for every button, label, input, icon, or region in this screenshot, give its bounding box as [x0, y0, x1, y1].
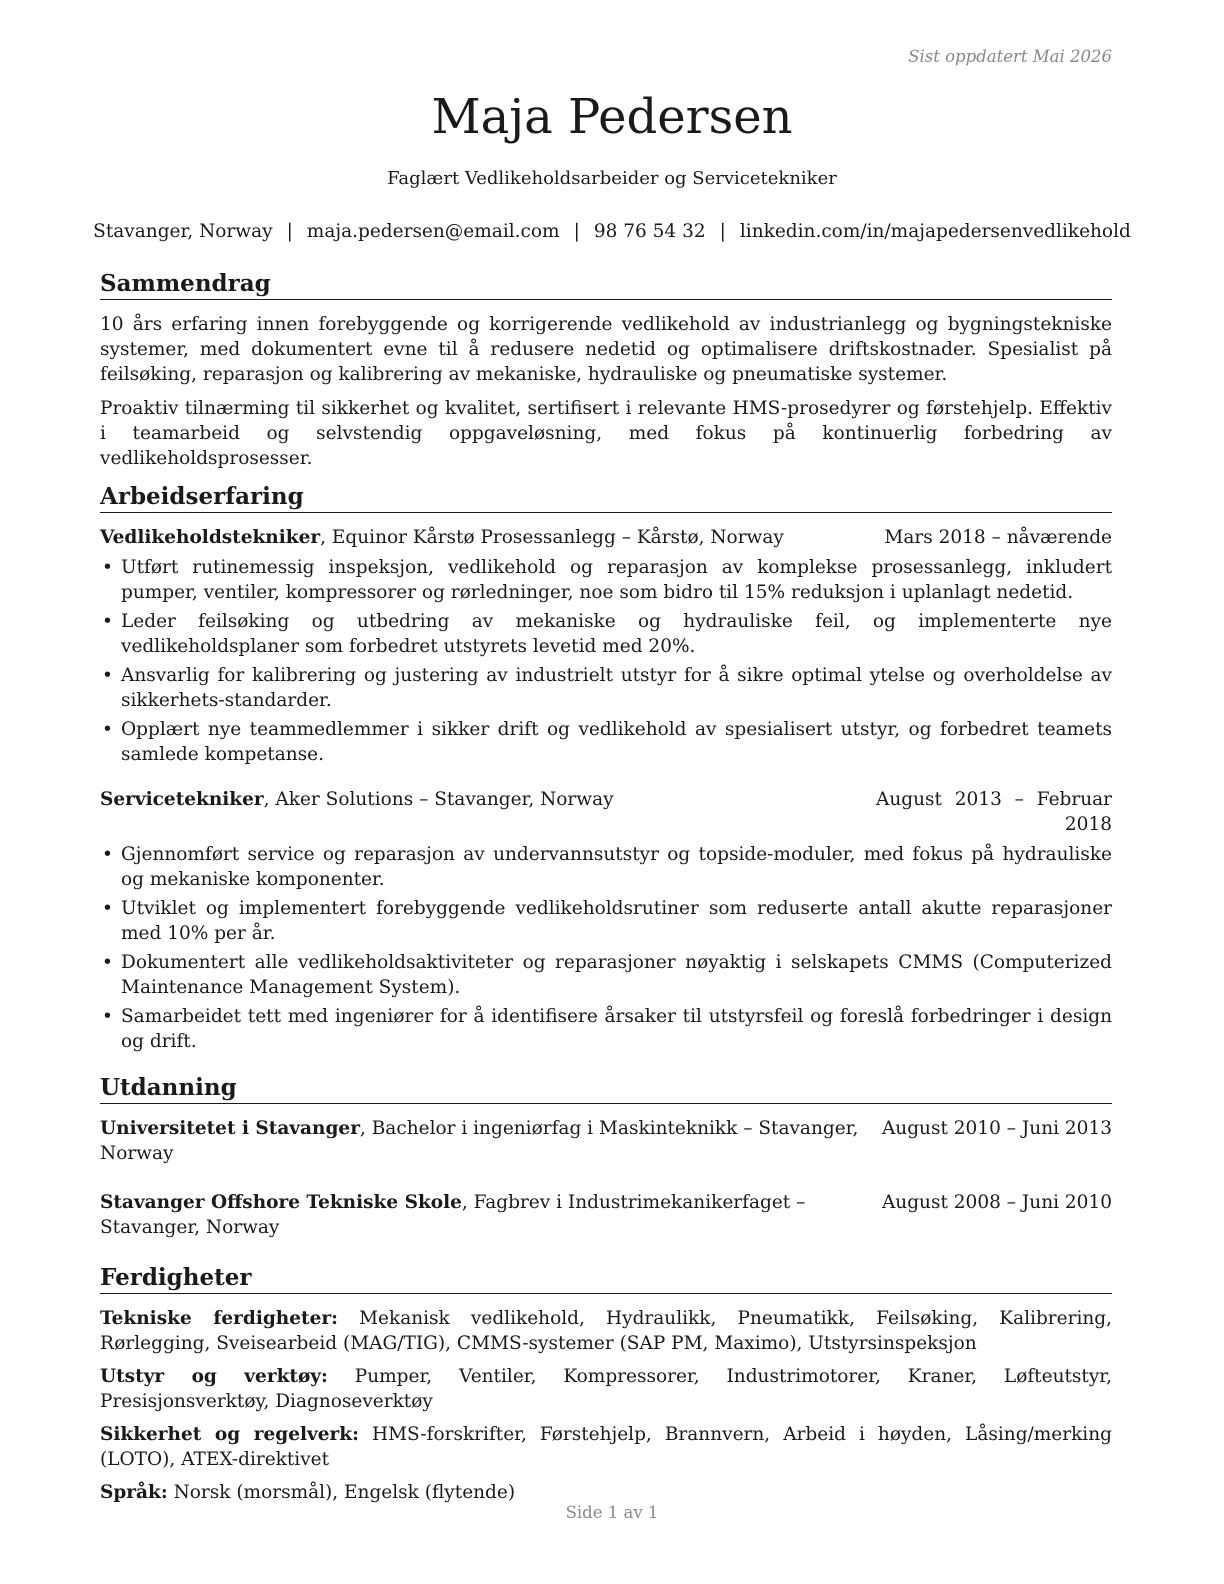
skill-values: Mekanisk vedlikehold, Hydraulikk, Pneumatikk, Feilsøking, Kalibrering, Rørlegging, Sveisearbeid (MAG/TIG), CMMS-systemer (SAP PM, Maximo), Utstyrsinspeksjon: [100, 1308, 1112, 1354]
section-heading-education: Utdanning: [100, 1074, 1112, 1104]
job-bullet: • Opplært nye teammedlemmer i sikker drift og vedlikehold av spesialisert utstyr, og forbedret teamets samlede kompetanse.: [100, 717, 1112, 767]
summary-section: [100, 270, 1112, 471]
job-bullet: • Samarbeidet tett med ingeniører for å identifisere årsaker til utstyrsfeil og foreslå forbedringer i design og drift.: [100, 1004, 1112, 1054]
job-bullet: • Utviklet og implementert forebyggende vedlikeholdsrutiner som reduserte antall akutte reparasjoner med 10% per år.: [100, 896, 1112, 946]
job-employer: , Aker Solutions – Stavanger, Norway: [263, 789, 614, 810]
job-bullet: • Ansvarlig for kalibrering og justering av industrielt utstyr for å sikre optimal ytelse og overholdelse av sikkerhets-standarder.: [100, 663, 1112, 713]
skill-values: HMS-forskrifter, Førstehjelp, Brannvern, Arbeid i høyden, Låsing/merking (LOTO), ATEX-direktivet: [100, 1424, 1112, 1470]
skill-values: Norsk (morsmål), Engelsk (flytende): [173, 1482, 516, 1503]
job-bullet: • Leder feilsøking og utbedring av mekaniske og hydrauliske feil, og implementerte nye vedlikeholdsplaner som forbedret utstyrets levetid med 20%.: [100, 609, 1112, 659]
skill-values: Pumper, Ventiler, Kompressorer, Industrimotorer, Kraner, Løfteutstyr, Presisjonsverktøy, Diagnoseverktøy: [100, 1366, 1112, 1412]
skill-label: Utstyr og verktøy:: [100, 1366, 328, 1387]
job-header: [100, 525, 1112, 550]
page-number-footer: Side 1 av 1: [565, 1503, 659, 1522]
skill-label: Sikkerhet og regelverk:: [100, 1424, 359, 1445]
job-bullet: • Utført rutinemessig inspeksjon, vedlikehold og reparasjon av komplekse prosessanlegg, inkludert pumper, ventiler, kompressorer og rørledninger, noe som bidro til 15% reduksjon i uplanlagt nedetid.: [100, 555, 1112, 605]
job-bullet-list: [100, 555, 1112, 767]
professional-headline: Faglært Vedlikeholdsarbeider og Servicetekniker: [387, 168, 837, 189]
job-bullet: • Gjennomført service og reparasjon av undervannsutstyr og topside-moduler, med fokus på hydrauliske og mekaniske komponenter.: [100, 842, 1112, 892]
section-heading-skills: Ferdigheter: [100, 1264, 1112, 1294]
job-dates: August 2013 – Februar 2018: [876, 789, 1112, 835]
education-dates: August 2010 – Juni 2013: [881, 1118, 1112, 1139]
education-title-line: [100, 1190, 882, 1240]
contact-location: Stavanger, Norway: [93, 221, 273, 242]
education-title-line: [100, 1116, 882, 1166]
candidate-name: Maja Pedersen: [431, 89, 793, 145]
job-employer: , Equinor Kårstø Prosessanlegg – Kårstø, Norway: [320, 527, 784, 548]
skill-line: [100, 1306, 1112, 1356]
skill-label: Tekniske ferdigheter:: [100, 1308, 338, 1329]
contact-separator: |: [286, 221, 293, 242]
contact-email[interactable]: maja.pedersen@email.com: [306, 221, 560, 242]
education-degree: , Bachelor i ingeniørfag i Maskinteknikk – Stavanger, Norway: [100, 1118, 859, 1164]
education-degree: , Fagbrev i Industrimekanikerfaget – Stavanger, Norway: [100, 1192, 806, 1238]
section-heading-experience: Arbeidserfaring: [100, 483, 1112, 513]
resume-body: [100, 270, 1112, 1517]
job-bullet-list: [100, 842, 1112, 1054]
job-entry: [100, 787, 1112, 1054]
contact-phone: 98 76 54 32: [593, 221, 706, 242]
job-entry: [100, 525, 1112, 767]
summary-paragraph: 10 års erfaring innen forebyggende og korrigerende vedlikehold av industrianlegg og bygningstekniske systemer, med dokumentert evne til å redusere nedetid og optimalisere driftskostnader. Spesialist på feilsøking, reparasjon og kalibrering av mekaniske, hydrauliske og pneumatiske systemer.: [100, 314, 1112, 385]
skills-section: [100, 1264, 1112, 1505]
education-section: [100, 1074, 1112, 1240]
job-title: Vedlikeholdstekniker: [100, 527, 321, 548]
section-heading-summary: Sammendrag: [100, 270, 1112, 300]
education-dates: August 2008 – Juni 2010: [881, 1192, 1112, 1213]
job-header: [100, 787, 1112, 837]
contact-line: [0, 219, 1224, 244]
skill-line: [100, 1422, 1112, 1472]
contact-separator: |: [719, 221, 726, 242]
summary-paragraph: Proaktiv tilnærming til sikkerhet og kvalitet, sertifisert i relevante HMS-prosedyrer og førstehjelp. Effektiv i teamarbeid og selvstendig oppgaveløsning, med fokus på kontinuerlig forbedring av vedlikeholdsprosesser.: [100, 398, 1112, 469]
education-entry: [100, 1116, 1112, 1166]
job-title: Servicetekniker: [100, 789, 264, 810]
education-entry: [100, 1190, 1112, 1240]
last-updated-note: Sist oppdatert Mai 2026: [908, 47, 1112, 66]
job-bullet: • Dokumentert alle vedlikeholdsaktiviteter og reparasjoner nøyaktig i selskapets CMMS (Computerized Maintenance Management System).: [100, 950, 1112, 1000]
education-school: Stavanger Offshore Tekniske Skole: [100, 1192, 462, 1213]
job-title-line: [100, 787, 876, 812]
contact-linkedin[interactable]: linkedin.com/in/majapedersenvedlikehold: [739, 221, 1131, 242]
education-school: Universitetet i Stavanger: [100, 1118, 360, 1139]
job-dates: Mars 2018 – nåværende: [884, 527, 1112, 548]
job-title-line: [100, 525, 884, 550]
experience-section: [100, 483, 1112, 1054]
skill-line: [100, 1364, 1112, 1414]
skill-label: Språk:: [100, 1482, 168, 1503]
contact-separator: |: [573, 221, 580, 242]
